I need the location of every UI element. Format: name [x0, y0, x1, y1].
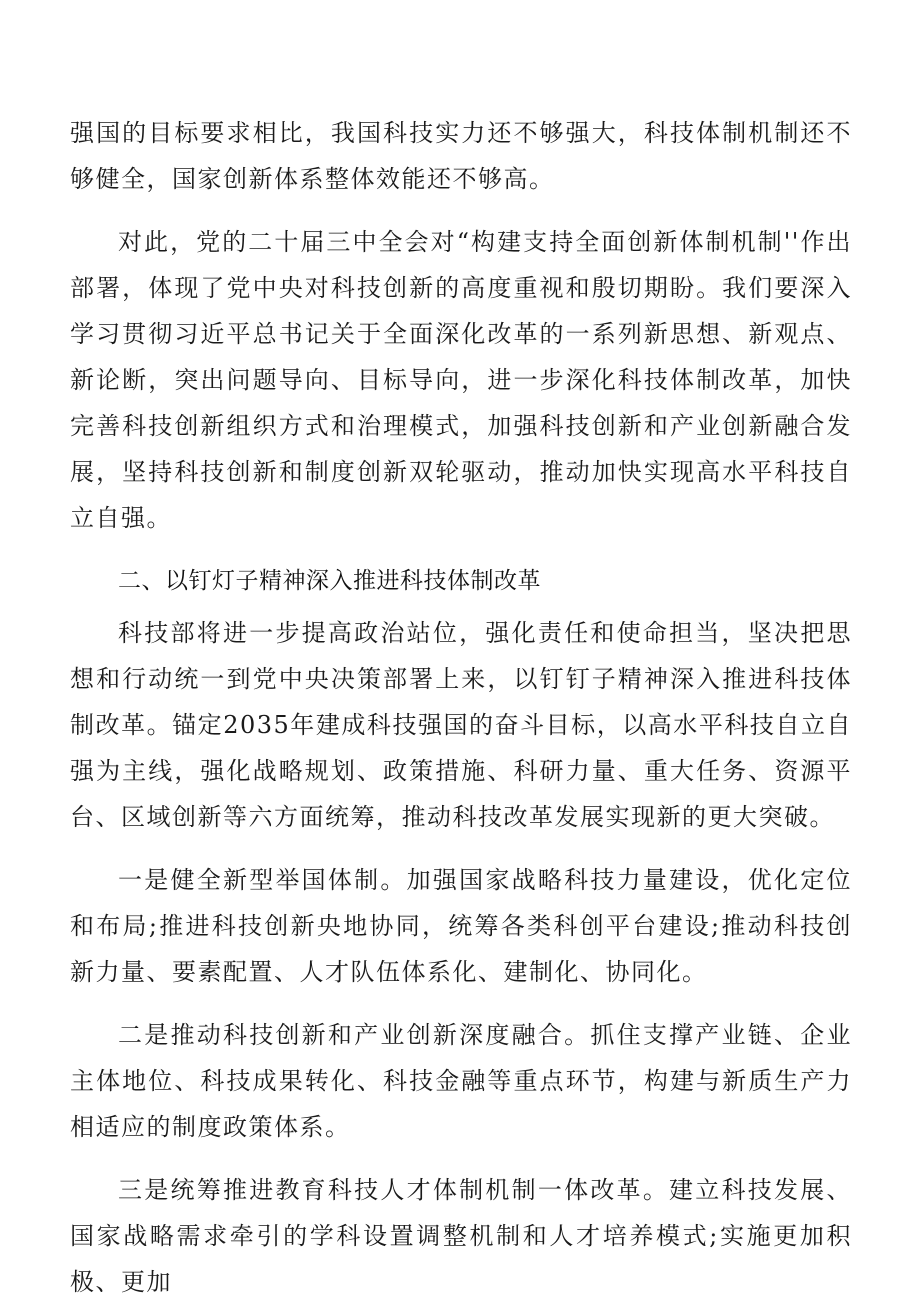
paragraph-gap: [70, 541, 852, 558]
paragraph-point-one: 一是健全新型举国体制。加强国家战略科技力量建设，优化定位和布局;推进科技创新央地协同，统筹各类科创平台建设;推动科技创新力量、要素配置、人才队伍体系化、建制化、协同化。: [70, 866, 852, 986]
paragraph-ministry-plan: 科技部将进一步提高政治站位，强化责任和使命担当，坚决把思想和行动统一到党中央决策部署上来，以钉钉子精神深入推进科技体制改革。锚定2035年建成科技强国的奋斗目标，以高水平科技自立自强为主线，强化战略规划、政策措施、科研力量、重大任务、资源平台、区域创新等六方面统筹，推动科技改革发展实现新的更大突破。: [70, 619, 852, 831]
paragraph-point-two: 二是推动科技创新和产业创新深度融合。抓住支撑产业链、企业主体地位、科技成果转化、科技金融等重点环节，构建与新质生产力相适应的制度政策体系。: [70, 1021, 852, 1141]
paragraph-gap: [70, 995, 852, 1012]
paragraph-gap: [70, 840, 852, 857]
paragraph-point-three: 三是统筹推进教育科技人才体制机制一体改革。建立科技发展、国家战略需求牵引的学科设置调整机制和人才培养模式;实施更加积极、更加: [70, 1176, 852, 1296]
document-page: [70, 110, 852, 1305]
paragraph-gap: [70, 1150, 852, 1167]
paragraph-gap: [70, 202, 852, 219]
paragraph-continuation: 强国的目标要求相比，我国科技实力还不够强大，科技体制机制还不够健全，国家创新体系整体效能还不够高。: [70, 119, 852, 193]
section-heading: 二、以钉灯子精神深入推进科技体制改革: [118, 568, 541, 594]
paragraph-reform-intro: 对此，党的二十届三中全会对“构建支持全面创新体制机制''作出部署，体现了党中央对科技创新的高度重视和殷切期盼。我们要深入学习贯彻习近平总书记关于全面深化改革的一系列新思想、新观点、新论断，突出问题导向、目标导向，进一步深化科技体制改革，加快完善科技创新组织方式和治理模式，加强科技创新和产业创新融合发展，坚持科技创新和制度创新双轮驱动，推动加快实现高水平科技自立自强。: [70, 228, 852, 532]
